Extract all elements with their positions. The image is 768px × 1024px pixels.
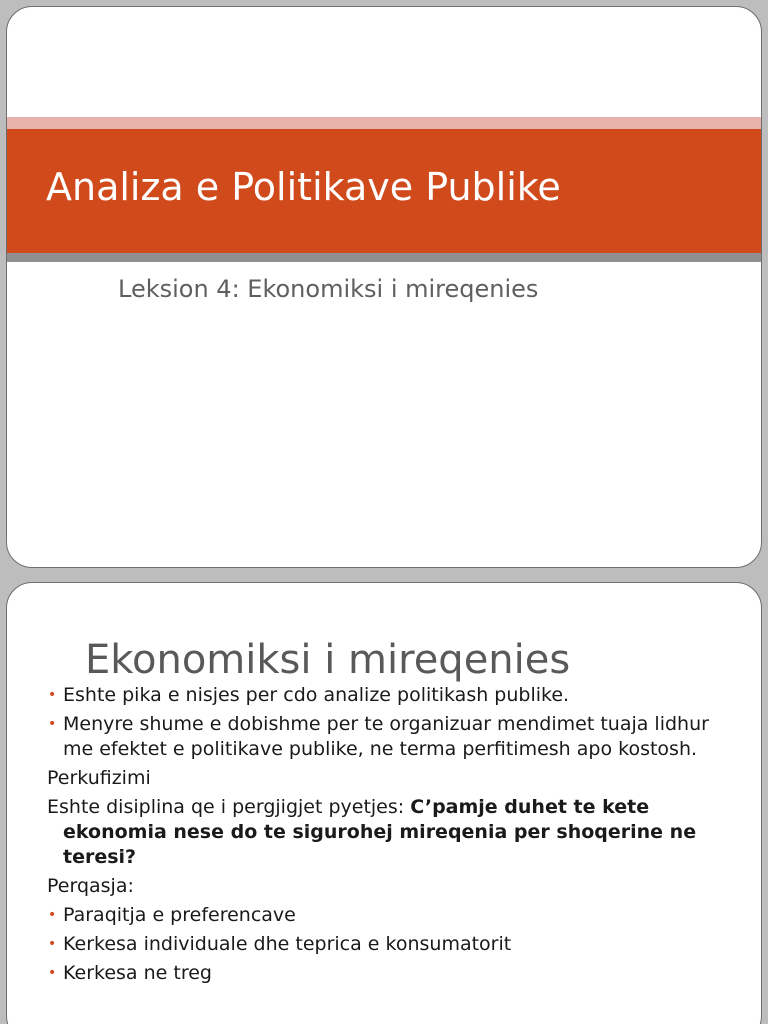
slide-title: Analiza e Politikave Publike [46,165,561,209]
bullet-icon: • [48,716,57,732]
bullet-item [47,903,737,928]
slide-2-content [47,683,737,990]
bullet-icon: • [48,965,57,981]
slide-subtitle: Leksion 4: Ekonomiksi i mireqenies [118,275,539,303]
bullet-icon: • [48,936,57,952]
title-top-band [7,117,761,129]
definition-question: C’pamje duhet te kete ekonomia nese do te sigurohej mireqenia per shoqerine ne teresi? [63,796,697,868]
bullet-item [47,961,737,986]
definition-prefix: Eshte disiplina qe i pergjigjet pyetjes: [47,796,411,818]
bullet-icon: • [48,687,57,703]
bullet-text: Menyre shume e dobishme per te organizuar mendimet tuaja lidhur me efektet e politikave publike, ne terma perfitimesh apo kostosh. [63,713,709,760]
bullet-item [47,712,737,762]
definition-paragraph [47,795,737,870]
bullet-text: Eshte pika e nisjes per cdo analize politikash publike. [63,684,570,706]
bullet-text: Kerkesa individuale dhe teprica e konsumatorit [63,933,512,955]
perqasja-label: Perqasja: [47,875,134,897]
bullet-item [47,932,737,957]
bullet-icon: • [48,907,57,923]
bullet-item [47,683,737,708]
perkufizimi-label: Perkufizimi [47,767,151,789]
slide-1[interactable] [6,6,762,568]
title-bottom-band [7,253,761,262]
slide-2[interactable] [6,582,762,1024]
slide-2-title: Ekonomiksi i mireqenies [85,637,571,683]
bullet-text: Kerkesa ne treg [63,962,212,984]
bullet-text: Paraqitja e preferencave [63,904,296,926]
